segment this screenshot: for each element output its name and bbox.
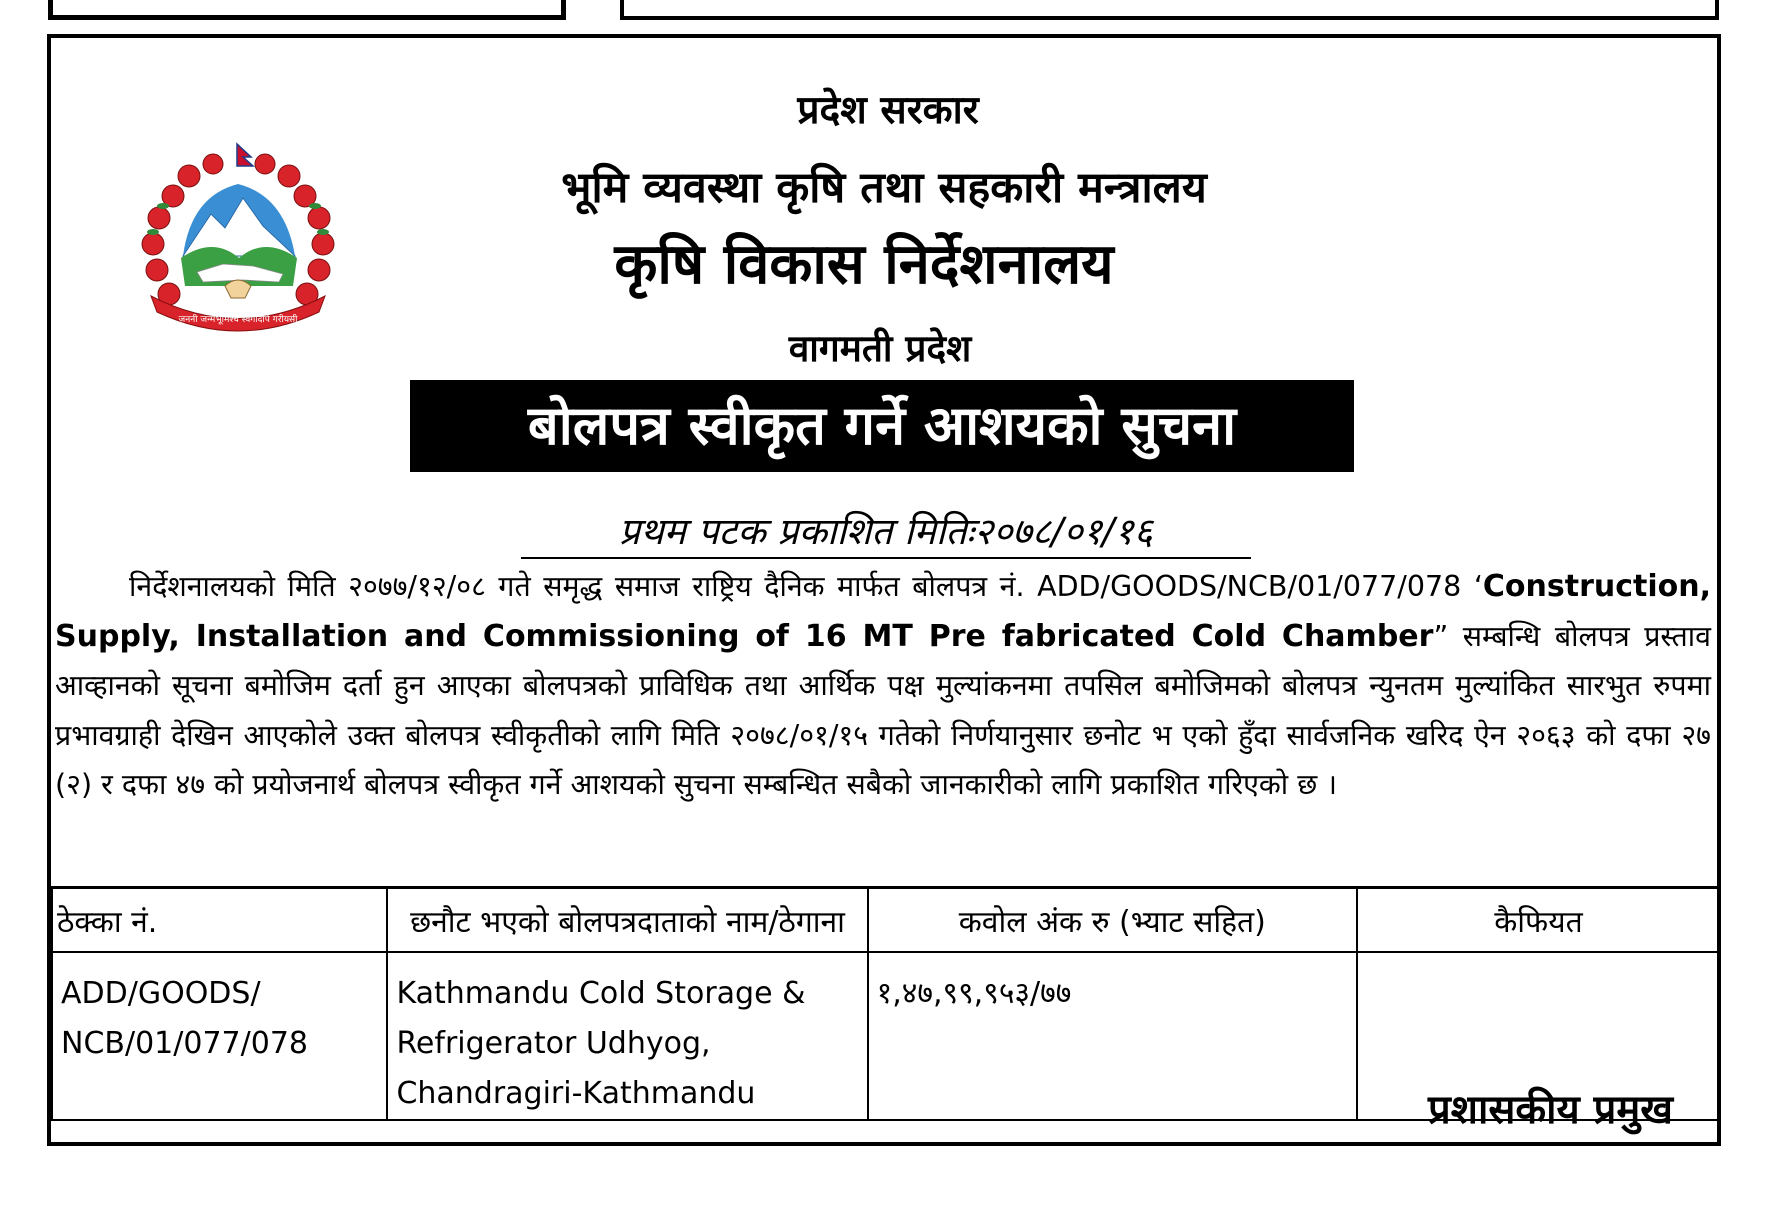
contract-no-cell: ADD/GOODS/ NCB/01/077/078	[52, 952, 387, 1120]
ministry-heading: भूमि व्यवस्था कृषि तथा सहकारी मन्त्रालय	[561, 163, 1207, 213]
tender-notice	[47, 34, 1721, 1146]
directorate-heading: कृषि विकास निर्देशनालय	[614, 232, 1114, 297]
body-text-rest: ” सम्बन्धि बोलपत्र प्रस्ताव आव्हानको सूचना बमोजिम दर्ता हुन आएका बोलपत्रको प्राविधिक तथा आर्थिक पक्ष मुल्यांकनमा तपसिल बमोजिमको बोलपत्र न्युनतम मुल्यांकित सारभुत रुपमा प्रभावग्राही देखिन आएकोले उक्त बोलपत्र स्वीकृतीको लागि मिति २०७८/०१/१५ गतेको निर्णयानुसार छनोट भ एको हुँदा सार्वजनिक खरिद ऐन २०६३ को दफा २७ (२) र दफा ४७ को प्रयोजनार्थ बोलपत्र स्वीकृत गर्ने आशयको सुचना सम्बन्धित सबैको जानकारीको लागि प्रकाशित गरिएको छ ।	[55, 619, 1711, 801]
bidder-cell: Kathmandu Cold Storage & Refrigerator Udhyog, Chandragiri-Kathmandu	[387, 952, 867, 1120]
column-header-bidder: छनौट भएको बोलपत्रदाताको नाम/ठेगाना	[387, 888, 867, 953]
table-header-row	[52, 888, 1720, 953]
column-header-contract-no: ठेक्का नं.	[52, 888, 387, 953]
notice-body	[55, 562, 1711, 810]
province-heading: वागमती प्रदेश	[788, 327, 972, 370]
svg-text:जननी जन्मभूमिश्च स्वर्गादपि गर: जननी जन्मभूमिश्च स्वर्गादपि गरीयसी	[178, 315, 298, 325]
notice-title-banner: बोलपत्र स्वीकृत गर्ने आशयको सुचना	[410, 380, 1354, 472]
amount-cell: १,४७,९९,९५३/७७	[868, 952, 1357, 1120]
publication-date: प्रथम पटक प्रकाशित मितिः२०७८/०१/१६	[521, 504, 1251, 559]
body-text-intro: निर्देशनालयको मिति २०७७/१२/०८ गते समृद्ध समाज राष्ट्रिय दैनिक मार्फत बोलपत्र नं. ADD/GOODS/NCB/01/077/078 ‘	[129, 570, 1483, 603]
tender-subject: Construction, Supply, Installation and Commissioning of 16 MT Pre fabricated Cold Chamber	[55, 569, 1711, 654]
signatory: प्रशासकीय प्रमुख	[1428, 1087, 1673, 1133]
column-header-amount: कवोल अंक रु (भ्याट सहित)	[868, 888, 1357, 953]
previous-notice-fragment-left	[48, 0, 566, 20]
previous-notice-fragment-right	[620, 0, 1719, 20]
column-header-remarks: कैफियत	[1357, 888, 1720, 953]
provincial-government-heading: प्रदेश सरकार	[797, 88, 979, 133]
